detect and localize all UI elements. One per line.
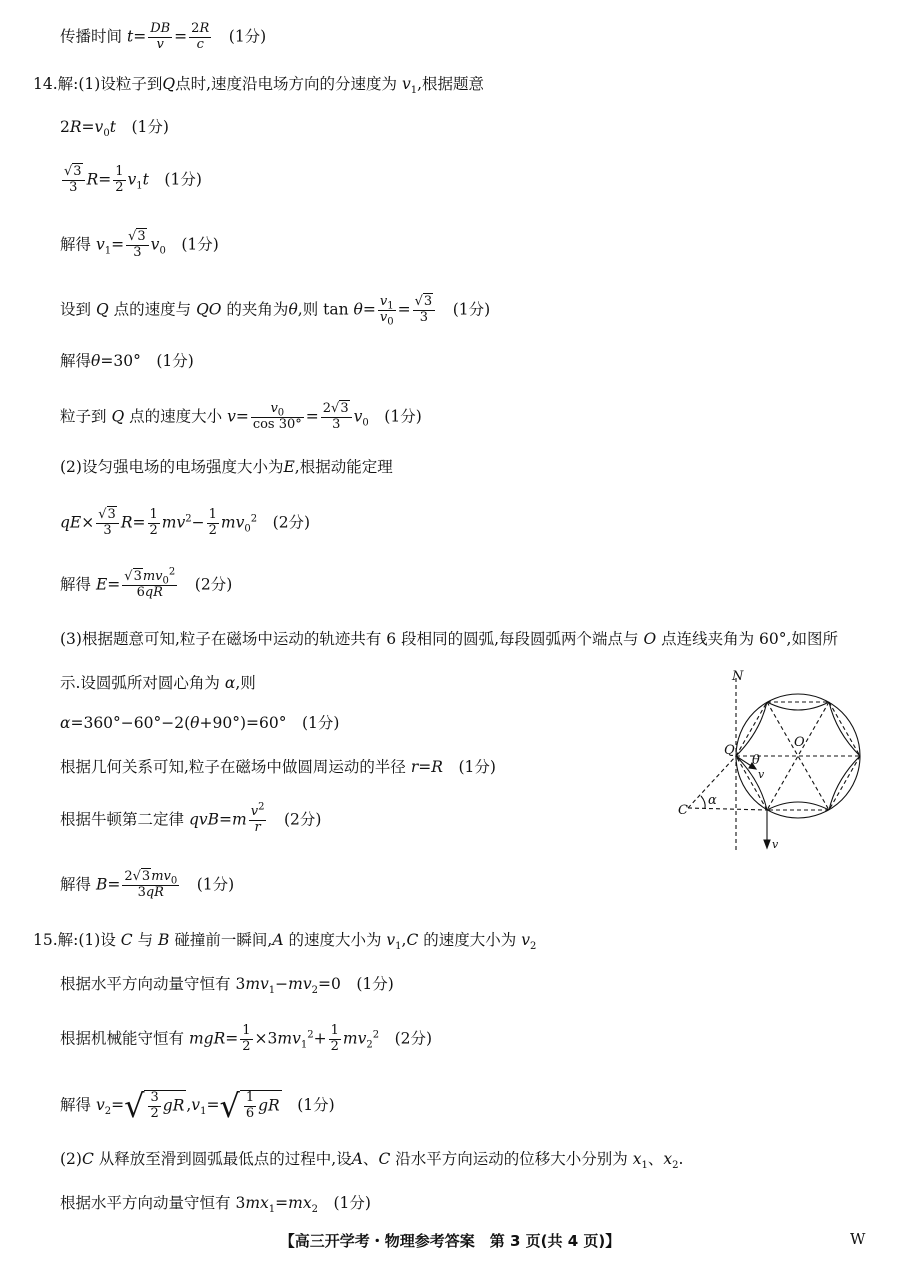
eq-sqrt3R: $\frac{√3}{3}$ R= $\frac{1}{2}$ $v_1t$ (1分): [64, 164, 202, 195]
eq-mechanical-energy: 根据机械能守恒有 mgR= $\frac{1}{2}$ $\times 3mv_1^2+$ $\frac{1}{2}$ $mv_2^2$ (2分): [60, 1023, 433, 1054]
label-Q: Q: [724, 743, 735, 758]
label-alpha: α: [708, 793, 717, 808]
eq-radius: 根据几何关系可知,粒子在磁场中做圆周运动的半径 r=R (1分): [60, 758, 496, 776]
label-O: O: [794, 735, 805, 750]
eq-momentum-2: 根据水平方向动量守恒有 $3mx_1=mx_2$ (1分): [60, 1194, 371, 1216]
eq-theta30: 解得θ=30° (1分): [60, 352, 194, 370]
label-v1: v: [758, 768, 765, 781]
label-theta: θ: [752, 753, 760, 768]
label-v2: v: [772, 838, 779, 851]
page-footer: 【高三开学考・物理参考答案 第 3 页(共 4 页)】: [279, 1232, 621, 1250]
eq-2R: $2R=v_0t$ (1分): [60, 118, 169, 140]
magnetic-field-diagram: [668, 668, 878, 858]
part15-2-intro: (2)C 从释放至滑到圆弧最低点的过程中,设A、C 沿水平方向运动的位移大小分别为 $x_1$、$x_2$.: [60, 1150, 684, 1172]
eq-energy-theorem: qE× $\frac{√3}{3}$ R= $\frac{1}{2}$ $mv^2-$ $\frac{1}{2}$ $mv_0^2$ (2分): [60, 507, 311, 538]
arc: [767, 702, 829, 710]
footer-mark: W: [850, 1230, 866, 1248]
part3-intro: (3)根据题意可知,粒子在磁场中运动的轨迹共有 6 段相同的圆弧,每段圆弧两个端点与 O 点连线夹角为 60°,如图所: [60, 630, 838, 648]
eq-alpha: α=360°−60°−2(θ+90°)=60° (1分): [60, 714, 340, 732]
eq-v1: 解得 $v_1=$ $\frac{√3}{3}$ $v_0$ (1分): [60, 229, 219, 260]
eq-B: 解得 B= $\frac{2√3mv_0}{3qR}$ (1分): [60, 869, 235, 900]
part3-intro-2: 示.设圆弧所对圆心角为 α,则: [60, 674, 256, 692]
eq-speed-v: 粒子到 Q 点的速度大小 v= $\frac{v_0}{\cos 30^\circ}$ = $\frac{2√3}{3}$ $v_0$ (1分): [60, 401, 422, 432]
arc: [767, 802, 829, 810]
part2-intro: (2)设匀强电场的电场强度大小为E,根据动能定理: [60, 458, 393, 476]
q14-intro: 14.解:(1)设粒子到Q点时,速度沿电场方向的分速度为 $v_1$,根据题意: [33, 75, 485, 97]
eq-momentum-1: 根据水平方向动量守恒有 $3mv_1-mv_2=0$ (1分): [60, 975, 394, 997]
label-C: C: [678, 803, 688, 818]
eq-tan-theta: 设到 Q 点的速度与 QO 的夹角为θ,则 tan θ= $\frac{v_1}{v_0}$ = $\frac{√3}{3}$ (1分): [60, 294, 491, 328]
eq-v2-v1: 解得 $v_2=√$ $\frac{3}{2}$ gR $,v_1=√$ $\frac{1}{6}$ gR (1分): [60, 1087, 335, 1125]
eq-E: 解得 E= $\frac{√3mv_0^2}{6qR}$ (2分): [60, 566, 233, 600]
q15-intro: 15.解:(1)设 C 与 B 碰撞前一瞬间,A 的速度大小为 $v_1,C$ 的速度大小为 $v_2$: [33, 931, 537, 953]
label-N: N: [732, 669, 744, 684]
line-propagation-time: 传播时间 t= $\frac{DB}{v}$ = $\frac{2R}{c}$ (1分): [60, 21, 267, 52]
eq-newton: 根据牛顿第二定律 qvB=m $\frac{v^2}{r}$ (2分): [60, 801, 322, 835]
